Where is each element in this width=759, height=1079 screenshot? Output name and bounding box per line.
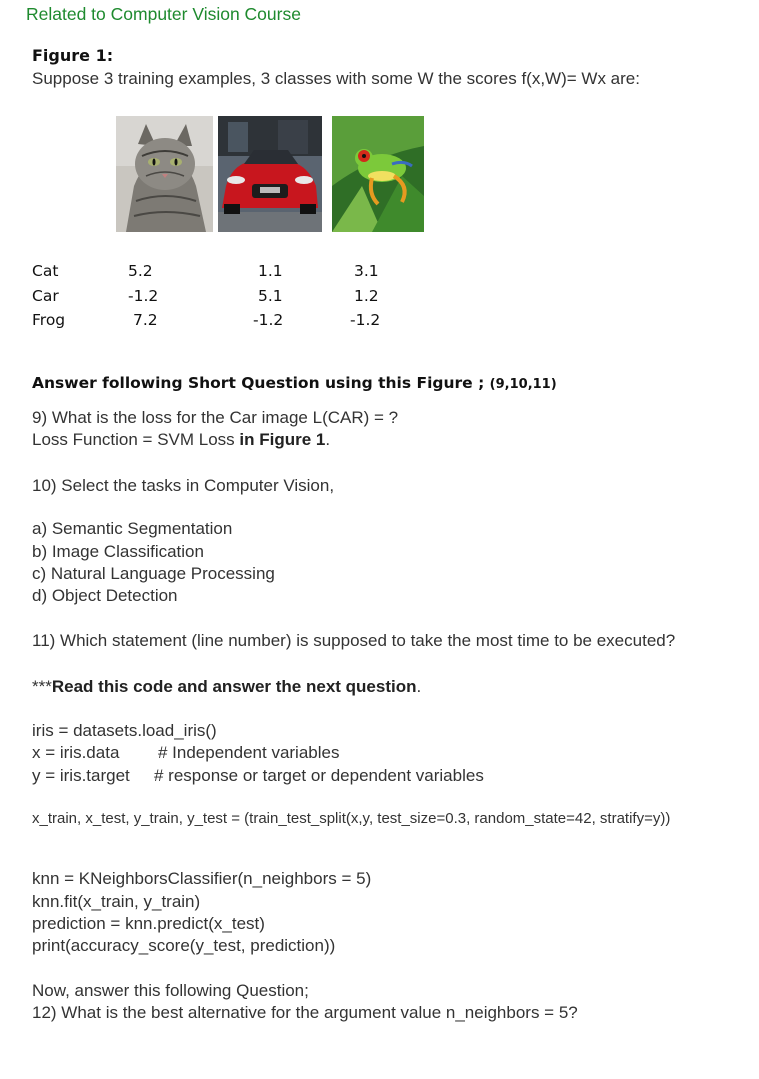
score-frog-3: -1.2 [350, 311, 381, 329]
score-cat-3: 3.1 [354, 262, 379, 280]
score-car-1: -1.2 [128, 287, 159, 305]
row-label-cat: Cat [32, 262, 59, 280]
cat-image [116, 116, 213, 232]
score-frog-1: 7.2 [133, 311, 158, 329]
code-comment-3: # response or target or dependent variables [154, 766, 484, 785]
figure-intro: Suppose 3 training examples, 3 classes with some W the scores f(x,W)= Wx are: [32, 69, 640, 88]
final-instruction: Now, answer this following Question; [32, 981, 309, 1000]
score-car-3: 1.2 [354, 287, 379, 305]
course-header: Related to Computer Vision Course [26, 4, 301, 24]
score-frog-2: -1.2 [253, 311, 284, 329]
code-line-3: y = iris.target [32, 766, 130, 785]
question-11: 11) Which statement (line number) is supposed to take the most time to be executed? [32, 631, 676, 650]
q9-loss-prefix: Loss Function = SVM Loss [32, 430, 240, 449]
q9-loss-suffix: . [325, 430, 331, 449]
read-code-suffix: . [416, 677, 422, 696]
code-line-2: x = iris.data [32, 743, 120, 762]
code-line-1: iris = datasets.load_iris() [32, 721, 217, 740]
figure-title: Figure 1: [32, 46, 114, 65]
question-9: 9) What is the loss for the Car image L(CAR) = ? [32, 408, 399, 427]
read-code-instruction [32, 677, 421, 697]
row-label-frog: Frog [32, 311, 66, 329]
code-line-knn-4: print(accuracy_score(y_test, prediction)) [32, 936, 336, 955]
score-car-2: 5.1 [258, 287, 283, 305]
q10-option-b: b) Image Classification [32, 542, 204, 561]
code-split-line: x_train, x_test, y_train, y_test = (train_test_split(x,y, test_size=0.3, random_state=42, stratify=y)) [32, 810, 671, 827]
answer-section-text: Answer following Short Question using this Figure ; [32, 374, 485, 392]
q10-option-a: a) Semantic Segmentation [32, 519, 233, 538]
row-label-car: Car [32, 287, 59, 305]
frog-image [332, 116, 424, 232]
q9-loss-bold: in Figure 1 [239, 430, 326, 449]
read-code-prefix: *** [32, 677, 52, 696]
question-9-loss [32, 430, 330, 450]
question-10: 10) Select the tasks in Computer Vision, [32, 476, 335, 495]
car-image [218, 116, 322, 232]
score-cat-2: 1.1 [258, 262, 283, 280]
answer-section-title [32, 374, 557, 392]
answer-section-points: (9,10,11) [489, 377, 557, 392]
code-line-knn-1: knn = KNeighborsClassifier(n_neighbors = 5) [32, 869, 372, 888]
question-12: 12) What is the best alternative for the argument value n_neighbors = 5? [32, 1003, 578, 1022]
code-comment-2: # Independent variables [158, 743, 340, 762]
q10-option-d: d) Object Detection [32, 586, 178, 605]
read-code-bold: Read this code and answer the next question [51, 677, 417, 696]
score-cat-1: 5.2 [128, 262, 153, 280]
code-line-knn-3: prediction = knn.predict(x_test) [32, 914, 265, 933]
code-line-knn-2: knn.fit(x_train, y_train) [32, 892, 201, 911]
q10-option-c: c) Natural Language Processing [32, 564, 275, 583]
